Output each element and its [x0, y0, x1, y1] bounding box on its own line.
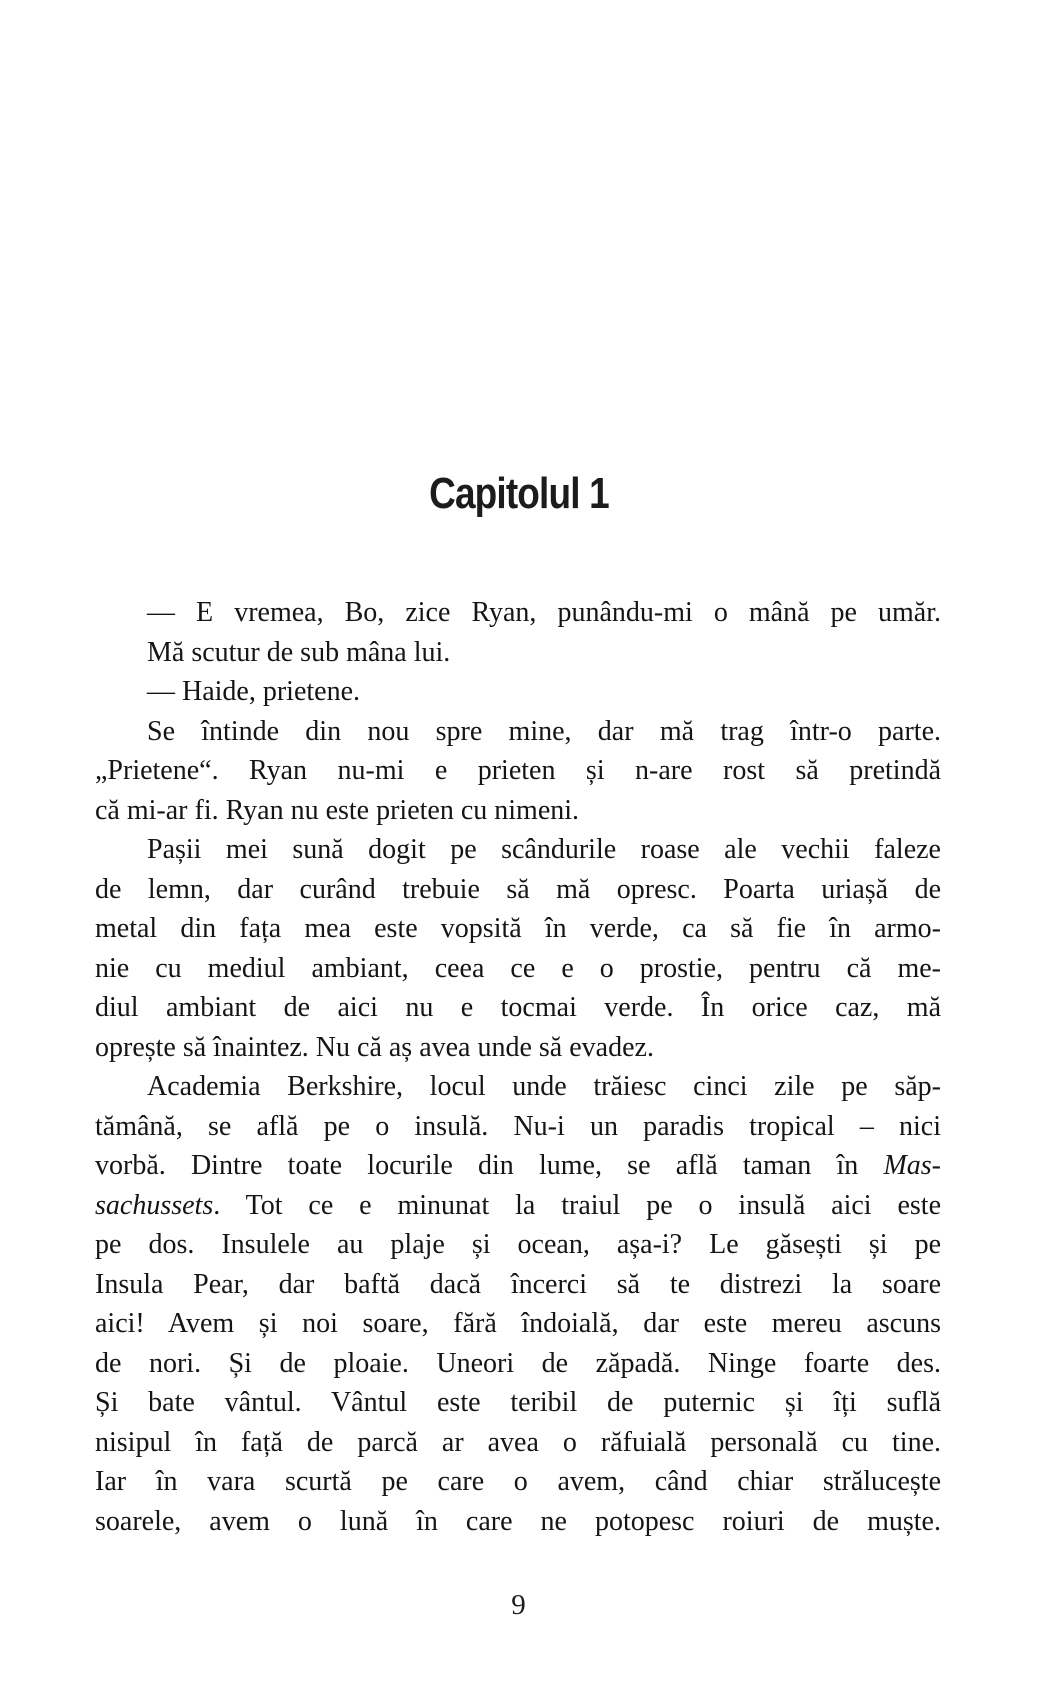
text-line [95, 633, 941, 673]
paragraph [95, 1067, 941, 1541]
text-run: „Prietene“. Ryan nu-mi e prieten și n-are rost să pretindă [95, 755, 941, 786]
text-line [95, 870, 941, 910]
paragraph [95, 593, 941, 633]
text-run: tămână, se află pe o insulă. Nu-i un paradis tropical – nici [95, 1110, 941, 1142]
chapter-title [0, 468, 1037, 520]
text-run: — Haide, prietene. [147, 676, 361, 707]
text-run: Mă scutur de sub mâna lui. [147, 636, 451, 668]
text-run: Pașii mei sună dogit pe scândurile roase ale vechii faleze [147, 834, 941, 865]
text-line [95, 751, 941, 791]
text-line [95, 1344, 941, 1384]
paragraph [95, 830, 941, 1067]
text-run: de lemn, dar curând trebuie să mă opresc. Poarta uriașă de [95, 873, 941, 905]
text-line [95, 1383, 941, 1423]
text-run: — E vremea, Bo, zice Ryan, punându-mi o mână pe umăr. [147, 597, 941, 628]
text-run: oprește să înaintez. Nu că aș avea unde să evadez. [95, 1031, 654, 1063]
text-line [95, 1225, 941, 1265]
text-line [95, 1028, 941, 1068]
italic-text: Mas- [883, 1150, 941, 1181]
text-line [95, 1502, 941, 1542]
text-run: metal din fața mea este vopsită în verde, ca să fie în armo- [95, 913, 941, 944]
text-run: Insula Pear, dar baftă dacă încerci să te distrezi la soare [95, 1268, 941, 1300]
text-run: aici! Avem și noi soare, fără îndoială, dar este mereu ascuns [95, 1308, 941, 1339]
text-run: nisipul în față de parcă ar avea o răfuială personală cu tine. [95, 1426, 941, 1458]
text-line [95, 791, 941, 831]
chapter-title-text: Capitolul 1 [428, 469, 609, 518]
text-line [95, 672, 941, 712]
text-line [95, 1304, 941, 1344]
page-number: 9 [511, 1589, 526, 1621]
text-line [95, 830, 941, 870]
text-line [95, 712, 941, 752]
text-line [95, 1423, 941, 1463]
text-run: soarele, avem o lună în care ne potopesc roiuri de muște. [95, 1505, 941, 1537]
text-run: nie cu mediul ambiant, ceea ce e o prostie, pentru că me- [95, 952, 941, 984]
text-run: Iar în vara scurtă pe care o avem, când chiar strălucește [95, 1466, 941, 1497]
paragraph [95, 712, 941, 831]
text-line [95, 1462, 941, 1502]
paragraph [95, 633, 941, 673]
text-line [95, 1265, 941, 1305]
text-line [95, 1067, 941, 1107]
text-run: Academia Berkshire, locul unde trăiesc cinci zile pe săp- [147, 1071, 941, 1102]
text-run: vorbă. Dintre toate locurile din lume, se află taman în [95, 1150, 884, 1181]
body-text [95, 593, 941, 1541]
text-line [95, 593, 941, 633]
text-line [95, 909, 941, 949]
text-run: . Tot ce e minunat la traiul pe o insulă aici este [213, 1189, 941, 1221]
text-run: pe dos. Insulele au plaje și ocean, așa-i? Le găsești și pe [95, 1229, 941, 1260]
text-run: Se întinde din nou spre mine, dar mă trag într-o parte. [147, 715, 941, 747]
italic-text: sachussets [95, 1189, 214, 1221]
text-line [95, 1186, 941, 1226]
text-line [95, 949, 941, 989]
paragraph [95, 672, 941, 712]
text-line [95, 988, 941, 1028]
text-run: de nori. Și de ploaie. Uneori de zăpadă. Ninge foarte des. [95, 1347, 941, 1379]
text-line [95, 1146, 941, 1186]
text-run: diul ambiant de aici nu e tocmai verde. În orice caz, mă [95, 992, 941, 1023]
text-run: Și bate vântul. Vântul este teribil de puternic și îți suflă [95, 1387, 941, 1418]
text-run: că mi-ar fi. Ryan nu este prieten cu nimeni. [95, 794, 580, 826]
text-line [95, 1107, 941, 1147]
